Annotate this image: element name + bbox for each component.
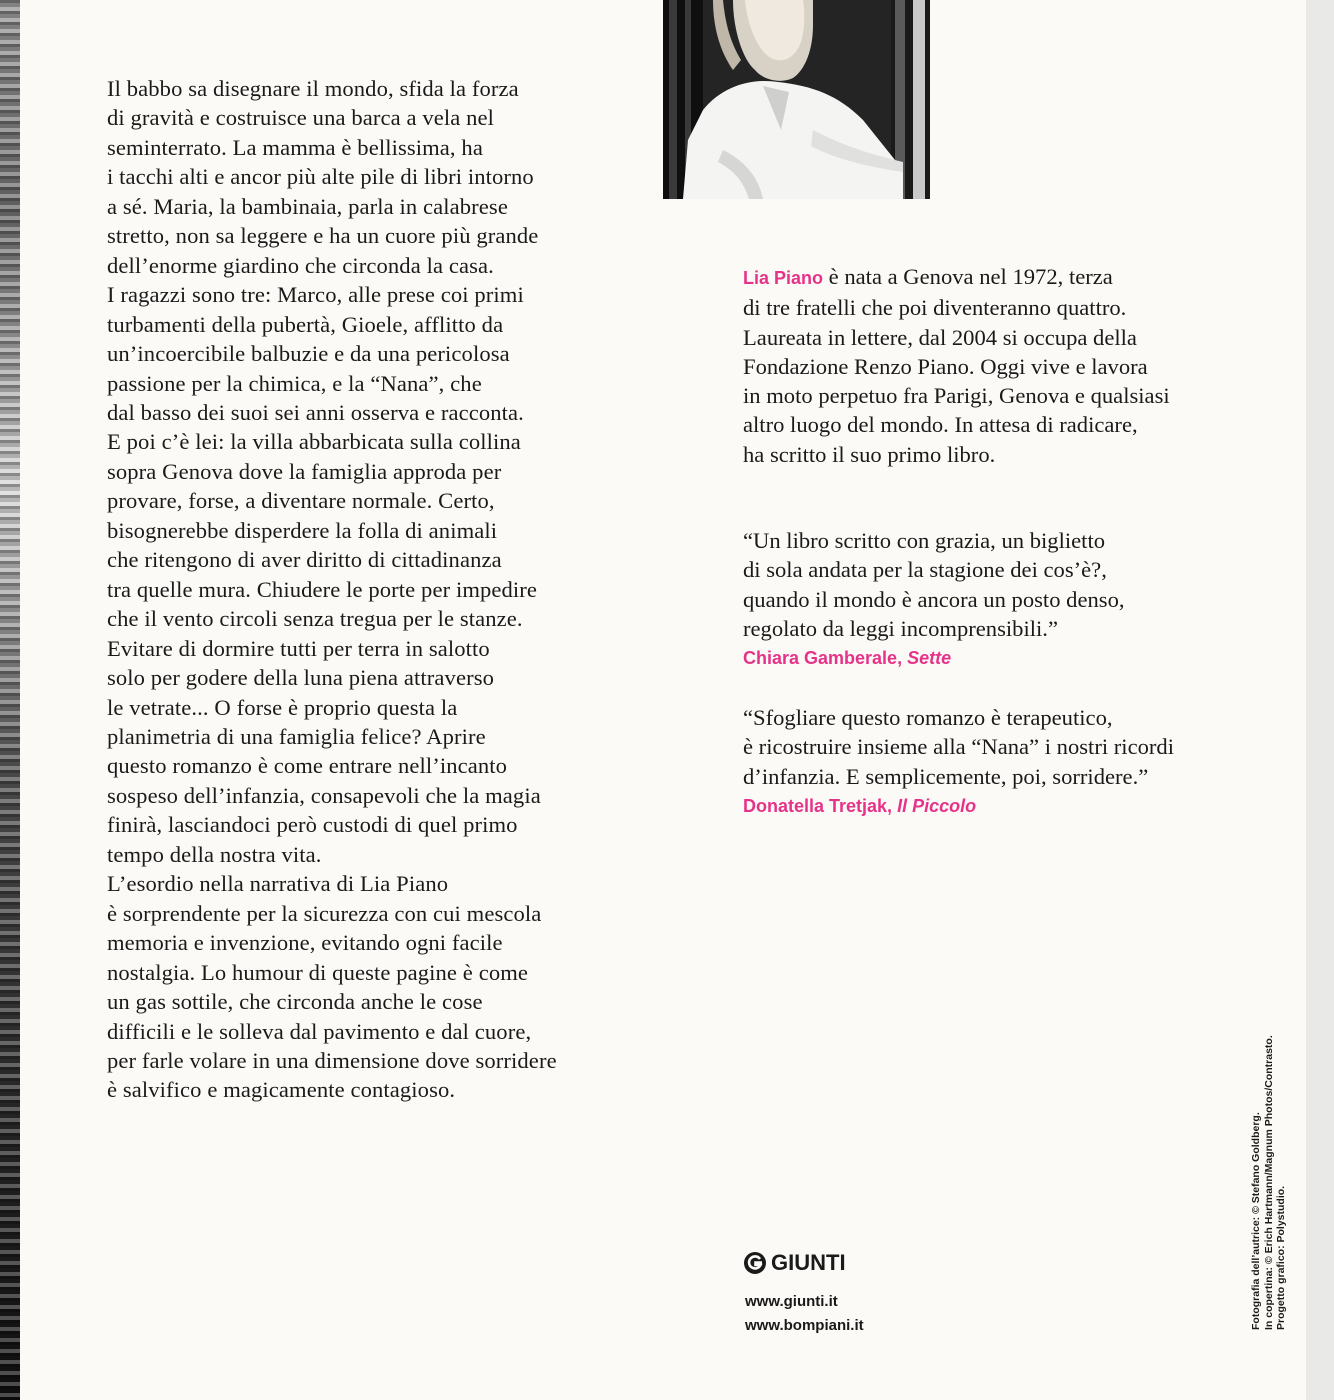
synopsis-line: che ritengono di aver diritto di cittadinanza: [107, 547, 502, 573]
quote-author: Chiara Gamberale,: [743, 648, 903, 669]
quote-author: Donatella Tretjak,: [743, 795, 893, 816]
credit-line: Fotografia dell’autrice: © Stefano Goldberg.: [1250, 1112, 1262, 1330]
quote-line: di sola andata per la stagione dei cos’è?,: [743, 557, 1107, 583]
quote-line: d’infanzia. E semplicemente, poi, sorridere.”: [743, 763, 1149, 789]
url-link[interactable]: www.giunti.it: [745, 1293, 838, 1310]
synopsis-line: le vetrate... O forse è proprio questa la: [107, 694, 458, 720]
synopsis-line: provare, forse, a diventare normale. Certo,: [107, 488, 495, 514]
credit-line: In copertina: © Erich Hartmann/Magnum Photos/Contrasto.: [1262, 1035, 1275, 1330]
spine-edge: [1306, 0, 1334, 1400]
synopsis-line: difficili e le solleva dal pavimento e dal cuore,: [107, 1018, 532, 1044]
publisher-urls: [745, 1290, 864, 1338]
synopsis-line: L’esordio nella narrativa di Lia Piano: [107, 871, 449, 897]
review-quote: [743, 703, 1283, 819]
author-photo: [663, 0, 930, 199]
synopsis-line: di gravità e costruisce una barca a vela nel: [107, 105, 495, 131]
author-photo-illustration: [663, 0, 930, 199]
bio-line: di tre fratelli che poi diventeranno quattro.: [743, 295, 1127, 321]
synopsis-line: turbamenti della pubertà, Gioele, afflitto da: [107, 311, 504, 337]
synopsis-line: è salvifico e magicamente contagioso.: [107, 1077, 456, 1103]
bio-line: in moto perpetuo fra Parigi, Genova e qualsiasi: [743, 383, 1170, 409]
quote-line: quando il mondo è ancora un posto denso,: [743, 586, 1125, 612]
synopsis-line: sospeso dell’infanzia, consapevoli che la magia: [107, 782, 541, 808]
synopsis-line: stretto, non sa leggere e ha un cuore più grande: [107, 223, 539, 249]
synopsis-line: dal basso dei suoi sei anni osserva e racconta.: [107, 399, 524, 425]
synopsis-line: nostalgia. Lo humour di queste pagine è come: [107, 959, 529, 985]
synopsis-line: bisognerebbe disperdere la folla di animali: [107, 517, 498, 543]
bio-line: altro luogo del mondo. In attesa di radicare,: [743, 412, 1138, 438]
synopsis-line: a sé. Maria, la bambinaia, parla in calabrese: [107, 193, 508, 219]
synopsis-line: memoria e invenzione, evitando ogni facile: [107, 930, 503, 956]
synopsis-line: I ragazzi sono tre: Marco, alle prese coi primi: [107, 282, 524, 308]
bio-first-line-text: è nata a Genova nel 1972, terza: [823, 264, 1113, 289]
synopsis-line: sopra Genova dove la famiglia approda per: [107, 458, 502, 484]
quote-line: regolato da leggi incomprensibili.”: [743, 615, 1058, 641]
synopsis-line: i tacchi alti e ancor più alte pile di libri intorno: [107, 164, 534, 190]
quote-source: Il Piccolo: [897, 795, 977, 816]
synopsis-line: tra quelle mura. Chiudere le porte per impedire: [107, 576, 538, 602]
review-quote: [743, 526, 1283, 671]
bio-line: Fondazione Renzo Piano. Oggi vive e lavora: [743, 353, 1148, 379]
synopsis-line: per farle volare in una dimensione dove sorridere: [107, 1047, 557, 1073]
synopsis-line: un’incoercibile balbuzie e da una pericolosa: [107, 341, 510, 367]
synopsis-line: questo romanzo è come entrare nell’incanto: [107, 753, 508, 779]
author-bio: [743, 262, 1263, 469]
quote-source: Sette: [907, 648, 952, 669]
bio-first-line: [743, 262, 1263, 293]
credit-line: Progetto grafico: Polystudio.: [1275, 1185, 1287, 1330]
quote-attribution: [743, 645, 1283, 671]
synopsis-line: che il vento circoli senza tregua per le stanze.: [107, 606, 523, 632]
giunti-g-icon: [743, 1251, 767, 1275]
bio-line: ha scritto il suo primo libro.: [743, 441, 996, 467]
quote-line: “Sfogliare questo romanzo è terapeutico,: [743, 705, 1113, 730]
cover-photo-edge: [0, 0, 20, 1400]
url-link[interactable]: www.bompiani.it: [745, 1317, 864, 1334]
publisher-name: GIUNTI: [771, 1250, 846, 1275]
synopsis-line: seminterrato. La mamma è bellissima, ha: [107, 134, 483, 160]
quote-line: “Un libro scritto con grazia, un biglietto: [743, 528, 1106, 553]
synopsis-line: è sorprendente per la sicurezza con cui mescola: [107, 900, 542, 926]
synopsis-line: Evitare di dormire tutti per terra in salotto: [107, 635, 490, 661]
synopsis-line: passione per la chimica, e la “Nana”, che: [107, 370, 482, 396]
bio-line: Laureata in lettere, dal 2004 si occupa della: [743, 324, 1137, 350]
synopsis-line: finirà, lasciandoci però custodi di quel primo: [107, 812, 518, 838]
synopsis-line: Il babbo sa disegnare il mondo, sfida la forza: [107, 76, 519, 101]
quote-line: è ricostruire insieme alla “Nana” i nostri ricordi: [743, 734, 1174, 760]
synopsis-line: E poi c’è lei: la villa abbarbicata sulla collina: [107, 429, 521, 455]
photo-credits: [1250, 1035, 1288, 1330]
synopsis-text: [107, 74, 647, 1105]
synopsis-line: dell’enorme giardino che circonda la casa.: [107, 252, 494, 278]
synopsis-line: solo per godere della luna piena attraverso: [107, 665, 494, 691]
synopsis-line: un gas sottile, che circonda anche le cose: [107, 989, 483, 1015]
synopsis-line: planimetria di una famiglia felice? Aprire: [107, 723, 486, 749]
quote-attribution: [743, 793, 1283, 819]
author-name: Lia Piano: [743, 268, 824, 288]
synopsis-line: tempo della nostra vita.: [107, 841, 322, 867]
publisher-logo: [743, 1248, 846, 1278]
